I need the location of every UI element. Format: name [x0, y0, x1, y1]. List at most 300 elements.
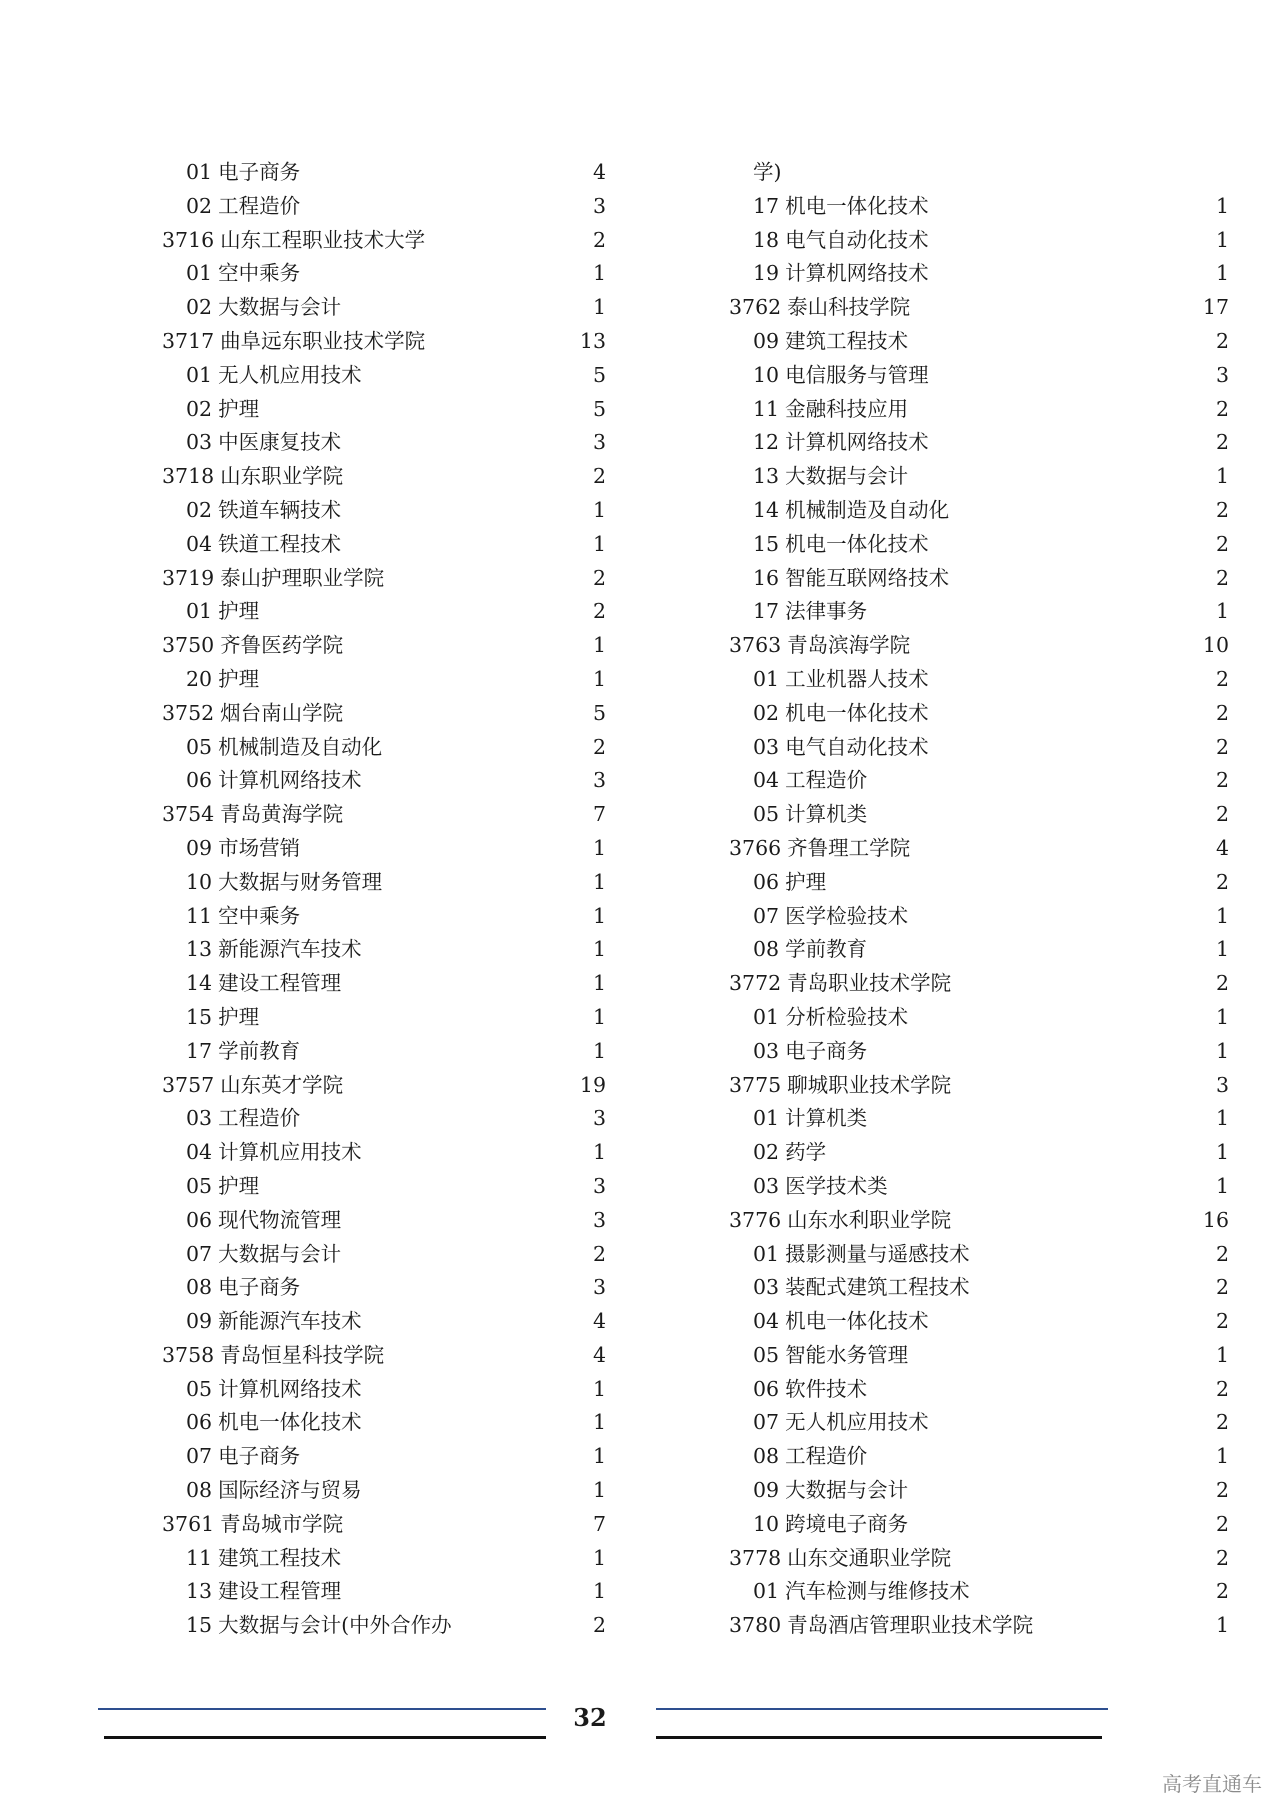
major-row	[162, 257, 606, 291]
major-code: 03	[753, 734, 780, 759]
plan-count: 2	[1215, 430, 1229, 455]
major-code: 15	[186, 1004, 213, 1029]
major-code: 14	[186, 971, 213, 996]
major-code: 03	[753, 1275, 780, 1300]
major-code: 04	[186, 531, 213, 556]
major-code: 05	[186, 1173, 213, 1198]
major-row	[162, 426, 606, 460]
major-name: 机械制造及自动化	[218, 734, 383, 759]
plan-count: 2	[1215, 565, 1229, 590]
major-code: 01	[186, 261, 213, 286]
major-name: 法律事务	[785, 599, 868, 624]
major-name: 电气自动化技术	[785, 227, 929, 252]
plan-count: 3	[592, 1207, 606, 1232]
major-name: 药学	[785, 1140, 827, 1165]
major-name: 电气自动化技术	[785, 734, 929, 759]
plan-count: 1	[1215, 261, 1229, 286]
major-name: 电信服务与管理	[785, 362, 929, 387]
major-row	[729, 528, 1229, 562]
plan-count: 2	[1215, 1241, 1229, 1266]
major-row	[162, 1035, 606, 1069]
plan-count: 4	[592, 1309, 606, 1334]
major-code: 19	[753, 261, 780, 286]
major-row	[162, 393, 606, 427]
plan-count: 1	[1215, 599, 1229, 624]
major-row	[162, 1001, 606, 1035]
plan-count: 1	[592, 835, 606, 860]
major-name: 工程造价	[218, 1106, 301, 1131]
plan-count: 1	[592, 1579, 606, 1604]
school-code: 3778	[729, 1545, 782, 1570]
major-row	[162, 832, 606, 866]
major-code: 04	[753, 1309, 780, 1334]
major-name: 汽车检测与维修技术	[785, 1579, 970, 1604]
plan-count: 4	[592, 160, 606, 184]
major-row	[729, 1102, 1229, 1136]
school-code: 3762	[729, 295, 782, 320]
major-code: 06	[186, 1410, 213, 1435]
plan-count: 2	[1215, 328, 1229, 353]
major-name: 学前教育	[218, 1038, 301, 1063]
plan-count: 2	[1215, 1410, 1229, 1435]
major-name: 摄影测量与遥感技术	[785, 1241, 970, 1266]
major-name: 铁道车辆技术	[218, 497, 342, 522]
major-row	[162, 1102, 606, 1136]
school-code: 3772	[729, 971, 782, 996]
plan-count: 1	[592, 497, 606, 522]
major-row	[729, 1136, 1229, 1170]
major-name: 护理	[218, 396, 260, 421]
plan-count: 7	[592, 1511, 606, 1536]
school-name: 青岛城市学院	[220, 1511, 344, 1536]
major-row	[729, 663, 1229, 697]
major-name: 工程造价	[785, 1444, 868, 1469]
major-code: 02	[186, 497, 213, 522]
major-row	[162, 1542, 606, 1576]
major-code: 02	[186, 396, 213, 421]
major-code: 05	[186, 734, 213, 759]
major-code: 11	[753, 396, 780, 421]
plan-count: 2	[1215, 971, 1229, 996]
major-name: 大数据与会计	[785, 464, 909, 489]
major-row	[729, 257, 1229, 291]
major-name: 计算机网络技术	[218, 1376, 362, 1401]
school-code: 3763	[729, 633, 782, 658]
major-name: 学)	[753, 160, 782, 184]
major-row	[162, 190, 606, 224]
plan-count: 3	[1215, 362, 1229, 387]
school-name: 曲阜远东职业技术学院	[220, 328, 426, 353]
plan-count: 2	[1215, 531, 1229, 556]
major-row	[729, 900, 1229, 934]
major-row	[162, 595, 606, 629]
plan-count: 2	[592, 599, 606, 624]
plan-count: 1	[592, 531, 606, 556]
major-row	[162, 1170, 606, 1204]
school-name: 泰山护理职业学院	[220, 565, 385, 590]
school-name: 烟台南山学院	[220, 700, 344, 725]
school-row	[729, 1609, 1229, 1643]
major-code: 11	[186, 1545, 213, 1570]
plan-count: 7	[592, 802, 606, 827]
major-name: 电子商务	[218, 1444, 301, 1469]
major-name: 电子商务	[785, 1038, 868, 1063]
major-name: 建设工程管理	[218, 971, 342, 996]
plan-count: 1	[1215, 193, 1229, 218]
major-code: 16	[753, 565, 780, 590]
school-row	[729, 629, 1229, 663]
plan-count: 1	[592, 903, 606, 928]
plan-count: 2	[1215, 666, 1229, 691]
major-code: 14	[753, 497, 780, 522]
major-row	[729, 866, 1229, 900]
major-row	[162, 663, 606, 697]
major-name: 大数据与会计	[218, 1241, 342, 1266]
major-row	[729, 731, 1229, 765]
major-row	[729, 1271, 1229, 1305]
major-name: 装配式建筑工程技术	[785, 1275, 970, 1300]
major-code: 04	[186, 1140, 213, 1165]
major-row	[162, 494, 606, 528]
major-name: 建筑工程技术	[218, 1545, 342, 1570]
plan-count: 3	[592, 768, 606, 793]
major-code: 20	[186, 666, 213, 691]
school-code: 3775	[729, 1072, 782, 1097]
major-row	[162, 359, 606, 393]
plan-count: 1	[592, 1004, 606, 1029]
major-code: 08	[753, 1444, 780, 1469]
major-code: 05	[753, 1342, 780, 1367]
major-row	[729, 798, 1229, 832]
plan-count: 1	[1215, 227, 1229, 252]
plan-count: 1	[1215, 903, 1229, 928]
major-name: 软件技术	[785, 1376, 868, 1401]
major-code: 08	[753, 937, 780, 962]
footer-rule-left-black	[104, 1736, 546, 1739]
major-name: 国际经济与贸易	[218, 1478, 362, 1503]
major-code: 09	[753, 328, 780, 353]
major-row	[729, 1440, 1229, 1474]
watermark-text: 高考直通车	[1162, 1772, 1262, 1796]
major-code: 10	[753, 362, 780, 387]
plan-count: 1	[1215, 1342, 1229, 1367]
major-name: 计算机类	[785, 802, 868, 827]
major-code: 07	[186, 1444, 213, 1469]
plan-count: 3	[592, 430, 606, 455]
major-name: 医学检验技术	[785, 903, 909, 928]
plan-count: 1	[592, 937, 606, 962]
major-name: 空中乘务	[218, 261, 301, 286]
school-name: 青岛滨海学院	[787, 633, 911, 658]
major-name: 智能水务管理	[785, 1342, 909, 1367]
footer-rule-right-blue	[656, 1708, 1108, 1710]
plan-count: 1	[592, 1140, 606, 1165]
plan-count: 3	[592, 193, 606, 218]
school-name: 山东工程职业技术大学	[220, 227, 426, 252]
plan-count: 2	[592, 734, 606, 759]
major-code: 01	[753, 1579, 780, 1604]
major-name: 计算机应用技术	[218, 1140, 362, 1165]
plan-count: 2	[1215, 1376, 1229, 1401]
plan-count: 2	[1215, 1511, 1229, 1536]
major-row	[162, 866, 606, 900]
plan-count: 5	[592, 700, 606, 725]
major-row	[729, 1339, 1229, 1373]
plan-count: 3	[1215, 1072, 1229, 1097]
major-row	[729, 595, 1229, 629]
major-code: 09	[186, 835, 213, 860]
major-code: 01	[753, 1241, 780, 1266]
major-row	[162, 933, 606, 967]
major-code: 03	[186, 1106, 213, 1131]
school-name: 青岛职业技术学院	[787, 971, 952, 996]
plan-count: 1	[1215, 1173, 1229, 1198]
plan-count: 2	[1215, 734, 1229, 759]
plan-count: 4	[1215, 835, 1229, 860]
plan-count: 16	[1202, 1207, 1229, 1232]
plan-count: 1	[592, 261, 606, 286]
plan-count: 2	[1215, 1478, 1229, 1503]
major-name: 分析检验技术	[785, 1004, 909, 1029]
major-row	[729, 933, 1229, 967]
major-code: 15	[753, 531, 780, 556]
footer-rule-left-blue	[98, 1708, 546, 1710]
major-code: 03	[753, 1038, 780, 1063]
plan-count: 1	[592, 295, 606, 320]
major-row	[729, 1001, 1229, 1035]
school-row	[729, 832, 1229, 866]
page-number: 32	[573, 1703, 607, 1732]
major-code: 01	[186, 160, 213, 184]
major-code: 07	[186, 1241, 213, 1266]
major-row	[162, 291, 606, 325]
plan-count: 2	[1215, 768, 1229, 793]
school-row	[729, 1069, 1229, 1103]
school-name: 泰山科技学院	[787, 295, 911, 320]
major-row	[162, 1305, 606, 1339]
plan-count: 1	[1215, 937, 1229, 962]
left-column	[162, 156, 606, 1643]
major-row	[729, 224, 1229, 258]
school-code: 3716	[162, 227, 215, 252]
major-name: 新能源汽车技术	[218, 1309, 362, 1334]
major-name: 护理	[218, 666, 260, 691]
school-code: 3752	[162, 700, 215, 725]
plan-count: 3	[592, 1275, 606, 1300]
school-code: 3754	[162, 802, 215, 827]
plan-count: 3	[592, 1173, 606, 1198]
school-row	[162, 224, 606, 258]
plan-count: 1	[592, 1038, 606, 1063]
school-name: 山东英才学院	[220, 1072, 344, 1097]
major-code: 10	[753, 1511, 780, 1536]
plan-count: 13	[579, 328, 606, 353]
major-code: 04	[753, 768, 780, 793]
major-name: 机电一体化技术	[785, 700, 929, 725]
major-code: 17	[753, 193, 780, 218]
major-row	[162, 528, 606, 562]
major-name: 医学技术类	[785, 1173, 888, 1198]
major-name: 计算机网络技术	[785, 430, 929, 455]
major-code: 02	[753, 700, 780, 725]
school-name: 山东交通职业学院	[787, 1545, 952, 1570]
major-name: 大数据与会计	[218, 295, 342, 320]
major-code: 01	[753, 1004, 780, 1029]
major-row	[729, 1238, 1229, 1272]
major-row	[729, 190, 1229, 224]
major-name: 大数据与会计	[785, 1478, 909, 1503]
school-row	[729, 1204, 1229, 1238]
major-code: 02	[753, 1140, 780, 1165]
plan-count: 4	[592, 1342, 606, 1367]
major-row	[729, 1508, 1229, 1542]
major-code: 13	[186, 1579, 213, 1604]
major-row	[162, 1609, 606, 1643]
plan-count: 1	[1215, 1106, 1229, 1131]
school-code: 3766	[729, 835, 782, 860]
major-row	[729, 426, 1229, 460]
major-row	[729, 325, 1229, 359]
school-name: 青岛恒星科技学院	[220, 1342, 385, 1367]
major-name: 跨境电子商务	[785, 1511, 909, 1536]
major-code: 03	[753, 1173, 780, 1198]
major-code: 10	[186, 869, 213, 894]
plan-count: 1	[592, 1376, 606, 1401]
major-name: 现代物流管理	[218, 1207, 342, 1232]
major-name: 护理	[218, 1173, 260, 1198]
plan-count: 1	[592, 1410, 606, 1435]
major-row	[729, 1575, 1229, 1609]
major-name: 计算机网络技术	[218, 768, 362, 793]
major-code: 13	[753, 464, 780, 489]
school-name: 山东水利职业学院	[787, 1207, 952, 1232]
major-row	[729, 562, 1229, 596]
major-row	[162, 156, 606, 190]
school-code: 3776	[729, 1207, 782, 1232]
plan-count: 5	[592, 362, 606, 387]
major-name: 学前教育	[785, 937, 868, 962]
plan-count: 3	[592, 1106, 606, 1131]
major-name: 智能互联网络技术	[785, 565, 950, 590]
major-name: 建设工程管理	[218, 1579, 342, 1604]
school-name: 聊城职业技术学院	[787, 1072, 952, 1097]
major-row	[162, 967, 606, 1001]
major-code: 11	[186, 903, 213, 928]
major-row	[729, 1170, 1229, 1204]
school-row	[162, 1069, 606, 1103]
school-name: 齐鲁理工学院	[787, 835, 911, 860]
major-name: 空中乘务	[218, 903, 301, 928]
major-row	[162, 731, 606, 765]
plan-count: 1	[592, 1478, 606, 1503]
school-code: 3780	[729, 1613, 782, 1638]
plan-count: 2	[1215, 1579, 1229, 1604]
plan-count: 17	[1202, 295, 1229, 320]
major-name: 市场营销	[218, 835, 301, 860]
school-row	[162, 1339, 606, 1373]
school-row	[729, 967, 1229, 1001]
plan-count: 2	[1215, 1309, 1229, 1334]
major-row	[729, 1406, 1229, 1440]
major-row	[162, 900, 606, 934]
major-row	[162, 1373, 606, 1407]
school-row	[162, 460, 606, 494]
major-code: 05	[186, 1376, 213, 1401]
school-row	[162, 1508, 606, 1542]
major-name: 铁道工程技术	[218, 531, 342, 556]
major-code: 01	[186, 362, 213, 387]
major-row	[162, 1406, 606, 1440]
footer-rule-right-black	[656, 1736, 1102, 1739]
major-name: 电子商务	[218, 160, 301, 184]
major-code: 01	[753, 1106, 780, 1131]
school-row	[162, 629, 606, 663]
school-row	[729, 1542, 1229, 1576]
major-code: 07	[753, 903, 780, 928]
school-row	[162, 325, 606, 359]
major-name: 计算机网络技术	[785, 261, 929, 286]
major-code: 01	[753, 666, 780, 691]
major-code: 17	[753, 599, 780, 624]
plan-count: 1	[1215, 1444, 1229, 1469]
plan-count: 1	[1215, 464, 1229, 489]
major-code: 12	[753, 430, 780, 455]
school-code: 3757	[162, 1072, 215, 1097]
plan-count: 5	[592, 396, 606, 421]
school-row	[162, 562, 606, 596]
school-name: 青岛黄海学院	[220, 802, 344, 827]
major-row	[162, 1204, 606, 1238]
major-code: 09	[753, 1478, 780, 1503]
major-name: 新能源汽车技术	[218, 937, 362, 962]
plan-count: 2	[1215, 497, 1229, 522]
major-code: 06	[186, 1207, 213, 1232]
plan-count: 2	[592, 464, 606, 489]
plan-count: 1	[592, 1545, 606, 1570]
major-name: 工程造价	[785, 768, 868, 793]
major-name: 工程造价	[218, 193, 301, 218]
major-name: 机电一体化技术	[785, 1309, 929, 1334]
plan-count: 2	[592, 227, 606, 252]
major-code: 18	[753, 227, 780, 252]
plan-count: 2	[1215, 396, 1229, 421]
major-row	[729, 697, 1229, 731]
major-row	[729, 1305, 1229, 1339]
major-name: 大数据与会计(中外合作办	[218, 1613, 452, 1638]
major-name: 计算机类	[785, 1106, 868, 1131]
continuation-row	[729, 156, 1159, 190]
plan-count: 1	[1215, 1038, 1229, 1063]
school-code: 3719	[162, 565, 215, 590]
plan-count: 1	[1215, 1613, 1229, 1638]
major-name: 无人机应用技术	[785, 1410, 929, 1435]
major-row	[729, 494, 1229, 528]
major-row	[729, 1474, 1229, 1508]
major-name: 电子商务	[218, 1275, 301, 1300]
major-row	[162, 764, 606, 798]
school-row	[729, 291, 1229, 325]
major-row	[162, 1575, 606, 1609]
major-name: 工业机器人技术	[785, 666, 929, 691]
major-code: 08	[186, 1478, 213, 1503]
plan-count: 2	[1215, 1275, 1229, 1300]
major-code: 06	[753, 1376, 780, 1401]
school-code: 3761	[162, 1511, 215, 1536]
major-name: 金融科技应用	[785, 396, 909, 421]
plan-count: 1	[592, 633, 606, 658]
major-row	[729, 359, 1229, 393]
school-code: 3717	[162, 328, 215, 353]
